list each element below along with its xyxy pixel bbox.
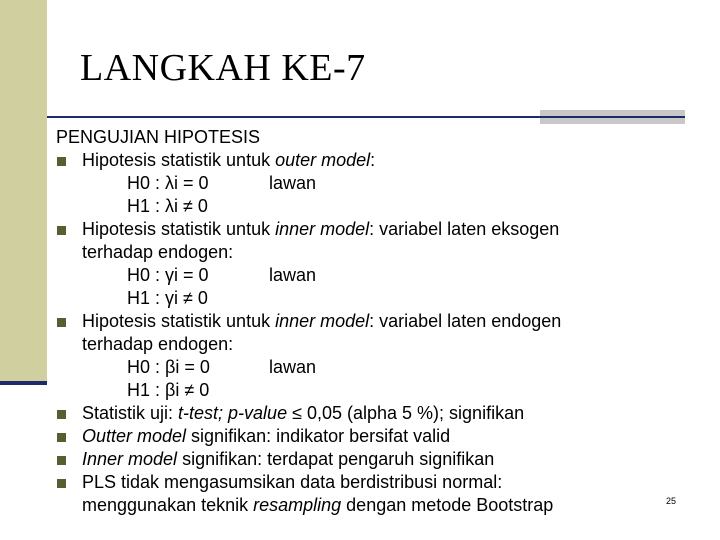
square-bullet-icon [57, 318, 66, 327]
square-bullet-icon [57, 433, 66, 442]
left-decorative-bar [0, 0, 47, 384]
bullet-inner-model-exogen-hypothesis [56, 218, 676, 264]
hypothesis-h0: H0 : γi = 0 lawan [127, 265, 317, 285]
left-bar-accent-line [0, 381, 47, 385]
square-bullet-icon [57, 226, 66, 235]
bullet-text: Hipotesis statistik untuk inner model: variabel laten endogen [82, 311, 562, 331]
square-bullet-icon [57, 410, 66, 419]
slide-body [56, 126, 676, 517]
square-bullet-icon [57, 456, 66, 465]
bullet-text: Outter model signifikan: indikator bersifat valid [82, 426, 451, 446]
bullet-outer-model-hypothesis [56, 149, 676, 172]
section-heading: PENGUJIAN HIPOTESIS [56, 127, 261, 147]
bullet-text-continued: menggunakan teknik resampling dengan metode Bootstrap [82, 495, 554, 515]
bullet-outer-model-significance [56, 425, 676, 448]
bullet-pls-bootstrap [56, 471, 676, 517]
page-number: 25 [666, 496, 677, 506]
hypothesis-h0: H0 : βi = 0 lawan [127, 357, 317, 377]
bullet-text-continued: terhadap endogen: [82, 334, 234, 354]
bullet-inner-model-significance [56, 448, 676, 471]
slide-title: LANGKAH KE-7 [80, 47, 366, 89]
title-divider-block-line [540, 116, 685, 118]
hypothesis-h1: H1 : βi ≠ 0 [127, 380, 210, 400]
hypothesis-h1: H1 : γi ≠ 0 [127, 288, 208, 308]
bullet-text-continued: terhadap endogen: [82, 242, 234, 262]
bullet-text: Inner model signifikan: terdapat pengaruh signifikan [82, 449, 495, 469]
bullet-text: Hipotesis statistik untuk inner model: variabel laten eksogen [82, 219, 560, 239]
bullet-text: Statistik uji: t-test; p-value ≤ 0,05 (alpha 5 %); signifikan [82, 403, 525, 423]
hypothesis-h0: H0 : λi = 0 lawan [127, 173, 317, 193]
hypothesis-h1: H1 : λi ≠ 0 [127, 196, 208, 216]
bullet-inner-model-endogen-hypothesis [56, 310, 676, 356]
square-bullet-icon [57, 157, 66, 166]
bullet-test-statistic [56, 402, 676, 425]
bullet-text: Hipotesis statistik untuk outer model: [82, 150, 376, 170]
bullet-text: PLS tidak mengasumsikan data berdistribusi normal: [82, 472, 503, 492]
square-bullet-icon [57, 479, 66, 488]
